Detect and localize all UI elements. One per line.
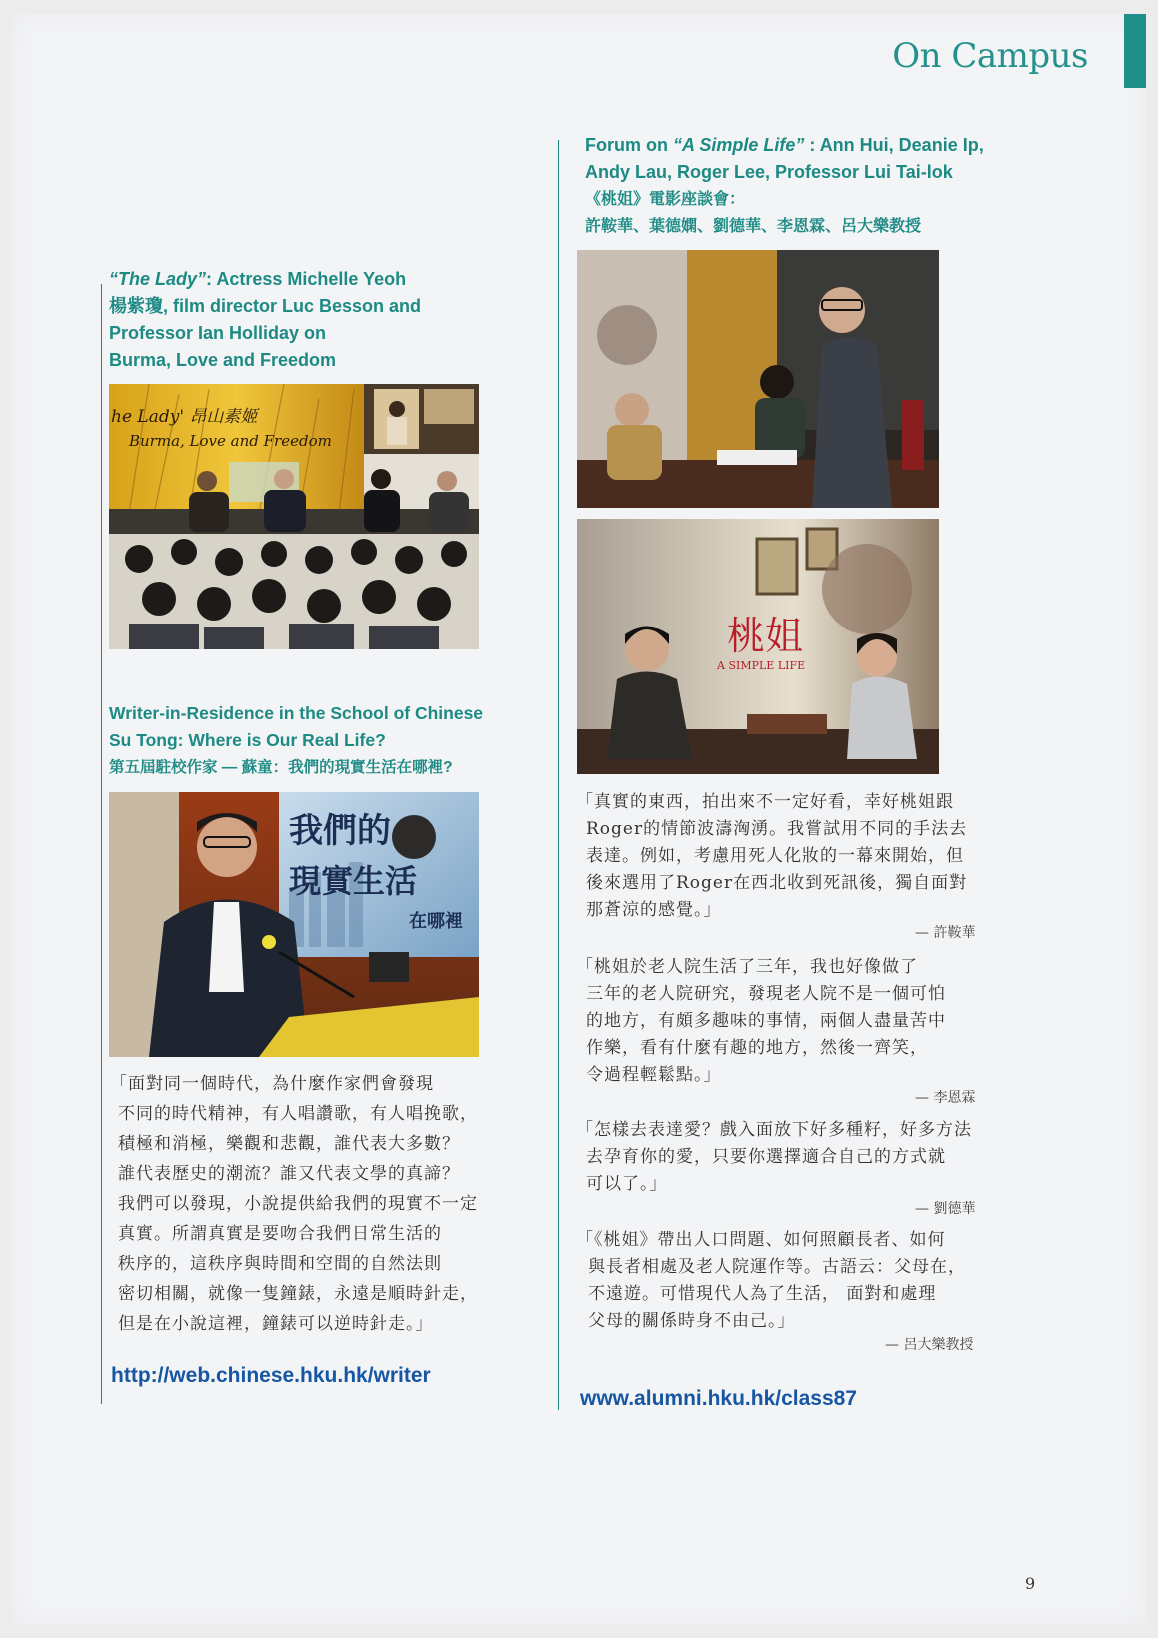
section-tab-marker: [1124, 14, 1146, 88]
ann-hui-quote: [576, 789, 996, 924]
right-column-rule: [558, 140, 559, 1410]
writer-banner-line2: 現實生活: [289, 862, 418, 900]
ann-hui-attribution: — 許鞍華: [915, 925, 976, 941]
section-title: On Campus: [892, 36, 1088, 76]
poster-chinese-title: 桃姐: [727, 614, 804, 658]
roger-lee-quote-line: 令過程輕鬆點。」: [586, 1065, 722, 1085]
writer-quote-line: 真實。所謂真實是要吻合我們日常生活的: [118, 1224, 442, 1244]
writer-link[interactable]: http://web.chinese.hku.hk/writer: [111, 1364, 431, 1387]
writer-quote-line: 積極和消極，樂觀和悲觀，誰代表大多數？: [118, 1134, 460, 1154]
lady-heading: [109, 266, 509, 374]
roger-lee-attribution: — 李恩霖: [915, 1090, 976, 1106]
poster-english-title: A SIMPLE LIFE: [717, 659, 806, 672]
roger-lee-quote-line: 的地方，有頗多趣味的事情，兩個人盡量苦中: [586, 1011, 946, 1031]
writer-quote-line: 「面對同一個時代，為什麼作家們會發現: [110, 1074, 434, 1094]
ann-hui-quote-line: 表達。例如，考慮用死人化妝的一幕來開始，但: [586, 846, 964, 866]
writer-quote-line: 不同的時代精神，有人唱讚歌，有人唱挽歌，: [118, 1104, 478, 1124]
lui-tai-lok-attribution: — 呂大樂教授: [885, 1337, 974, 1353]
andy-lau-quote-line: 可以了。」: [586, 1174, 668, 1194]
writer-quote-line: 但是在小說這裡，鐘錶可以逆時針走。」: [118, 1314, 434, 1334]
ann-hui-quote-line: Roger的情節波濤洶湧。我嘗試用不同的手法去: [586, 819, 968, 839]
forum-panel-photo-1: [577, 250, 939, 508]
forum-heading-rest: : Ann Hui, Deanie Ip,: [804, 135, 984, 155]
lui-tai-lok-quote: [576, 1227, 996, 1335]
the-lady-forum-photo: [109, 384, 479, 649]
lady-banner-title: he Lady' 昂山素姬: [111, 407, 258, 427]
writer-quote-line: 我們可以發現，小說提供給我們的現實不一定: [118, 1194, 478, 1214]
magazine-page: [12, 14, 1146, 1624]
su-tong-quote: [110, 1069, 530, 1339]
left-column-rule: [101, 284, 102, 1404]
lui-tai-lok-quote-line: 父母的關係時身不由己。」: [588, 1311, 796, 1331]
su-tong-speaking-photo: [109, 792, 479, 1057]
page-number: 9: [1025, 1574, 1036, 1593]
roger-lee-quote-line: 「桃姐於老人院生活了三年，我也好像做了: [576, 957, 918, 977]
writer-heading-line1: Writer-in-Residence in the School of Chinese: [109, 703, 484, 723]
writer-heading-line3: 第五屆駐校作家 — 蘇童：我們的現實生活在哪裡?: [109, 759, 453, 776]
ann-hui-quote-line: 那蒼涼的感覺。」: [586, 900, 722, 920]
roger-lee-quote: [576, 954, 996, 1089]
class87-link[interactable]: www.alumni.hku.hk/class87: [580, 1387, 857, 1410]
forum-heading-italic: “A Simple Life”: [673, 135, 805, 155]
forum-heading-prefix: Forum on: [585, 135, 673, 155]
forum-panel-photo-2: [577, 519, 939, 774]
lady-title-rest: : Actress Michelle Yeoh: [206, 269, 407, 289]
forum-heading-line2: Andy Lau, Roger Lee, Professor Lui Tai-lok: [585, 162, 953, 182]
writer-banner-line3: 在哪裡: [409, 911, 463, 932]
forum-heading: [585, 132, 1005, 240]
forum-heading-line3: 《桃姐》電影座談會：: [585, 191, 746, 208]
andy-lau-quote-line: 「怎樣去表達愛？戲入面放下好多種籽，好多方法: [576, 1120, 972, 1140]
andy-lau-quote-line: 去孕育你的愛，只要你選擇適合自己的方式就: [586, 1147, 946, 1167]
ann-hui-quote-line: 後來選用了Roger在西北收到死訊後，獨自面對: [586, 873, 968, 893]
lui-tai-lok-quote-line: 與長者相處及老人院運作等。古語云：父母在，: [588, 1257, 966, 1277]
andy-lau-quote: [576, 1117, 996, 1198]
writer-heading: [109, 700, 509, 781]
ann-hui-quote-line: 「真實的東西，拍出來不一定好看，幸好桃姐跟: [576, 792, 954, 812]
lady-heading-line4: Burma, Love and Freedom: [109, 350, 337, 370]
writer-quote-line: 密切相關，就像一隻鐘錶，永遠是順時針走，: [118, 1284, 478, 1304]
forum-heading-line4: 許鞍華、葉德嫻、劉德華、李恩霖、呂大樂教授: [585, 218, 922, 235]
writer-heading-line2: Su Tong: Where is Our Real Life?: [109, 730, 386, 750]
lady-heading-line3: Professor Ian Holliday on: [109, 323, 327, 343]
lady-heading-line2: 楊紫瓊, film director Luc Besson and: [109, 296, 422, 316]
writer-quote-line: 秩序的，這秩序與時間和空間的自然法則: [118, 1254, 442, 1274]
lui-tai-lok-quote-line: 「《桃姐》帶出人口問題、如何照顧長者、如何: [576, 1230, 946, 1250]
andy-lau-attribution: — 劉德華: [915, 1201, 976, 1217]
writer-quote-line: 誰代表歷史的潮流？誰又代表文學的真諦？: [118, 1164, 460, 1184]
lui-tai-lok-quote-line: 不遠遊。可惜現代人為了生活， 面對和處理: [588, 1284, 937, 1304]
writer-banner-line1: 我們的: [289, 811, 391, 851]
lady-title-italic: “The Lady”: [109, 269, 207, 289]
roger-lee-quote-line: 作樂，看有什麼有趣的地方，然後一齊笑，: [586, 1038, 928, 1058]
lady-banner-subtitle: Burma, Love and Freedom: [129, 432, 332, 450]
roger-lee-quote-line: 三年的老人院研究，發現老人院不是一個可怕: [586, 984, 946, 1004]
